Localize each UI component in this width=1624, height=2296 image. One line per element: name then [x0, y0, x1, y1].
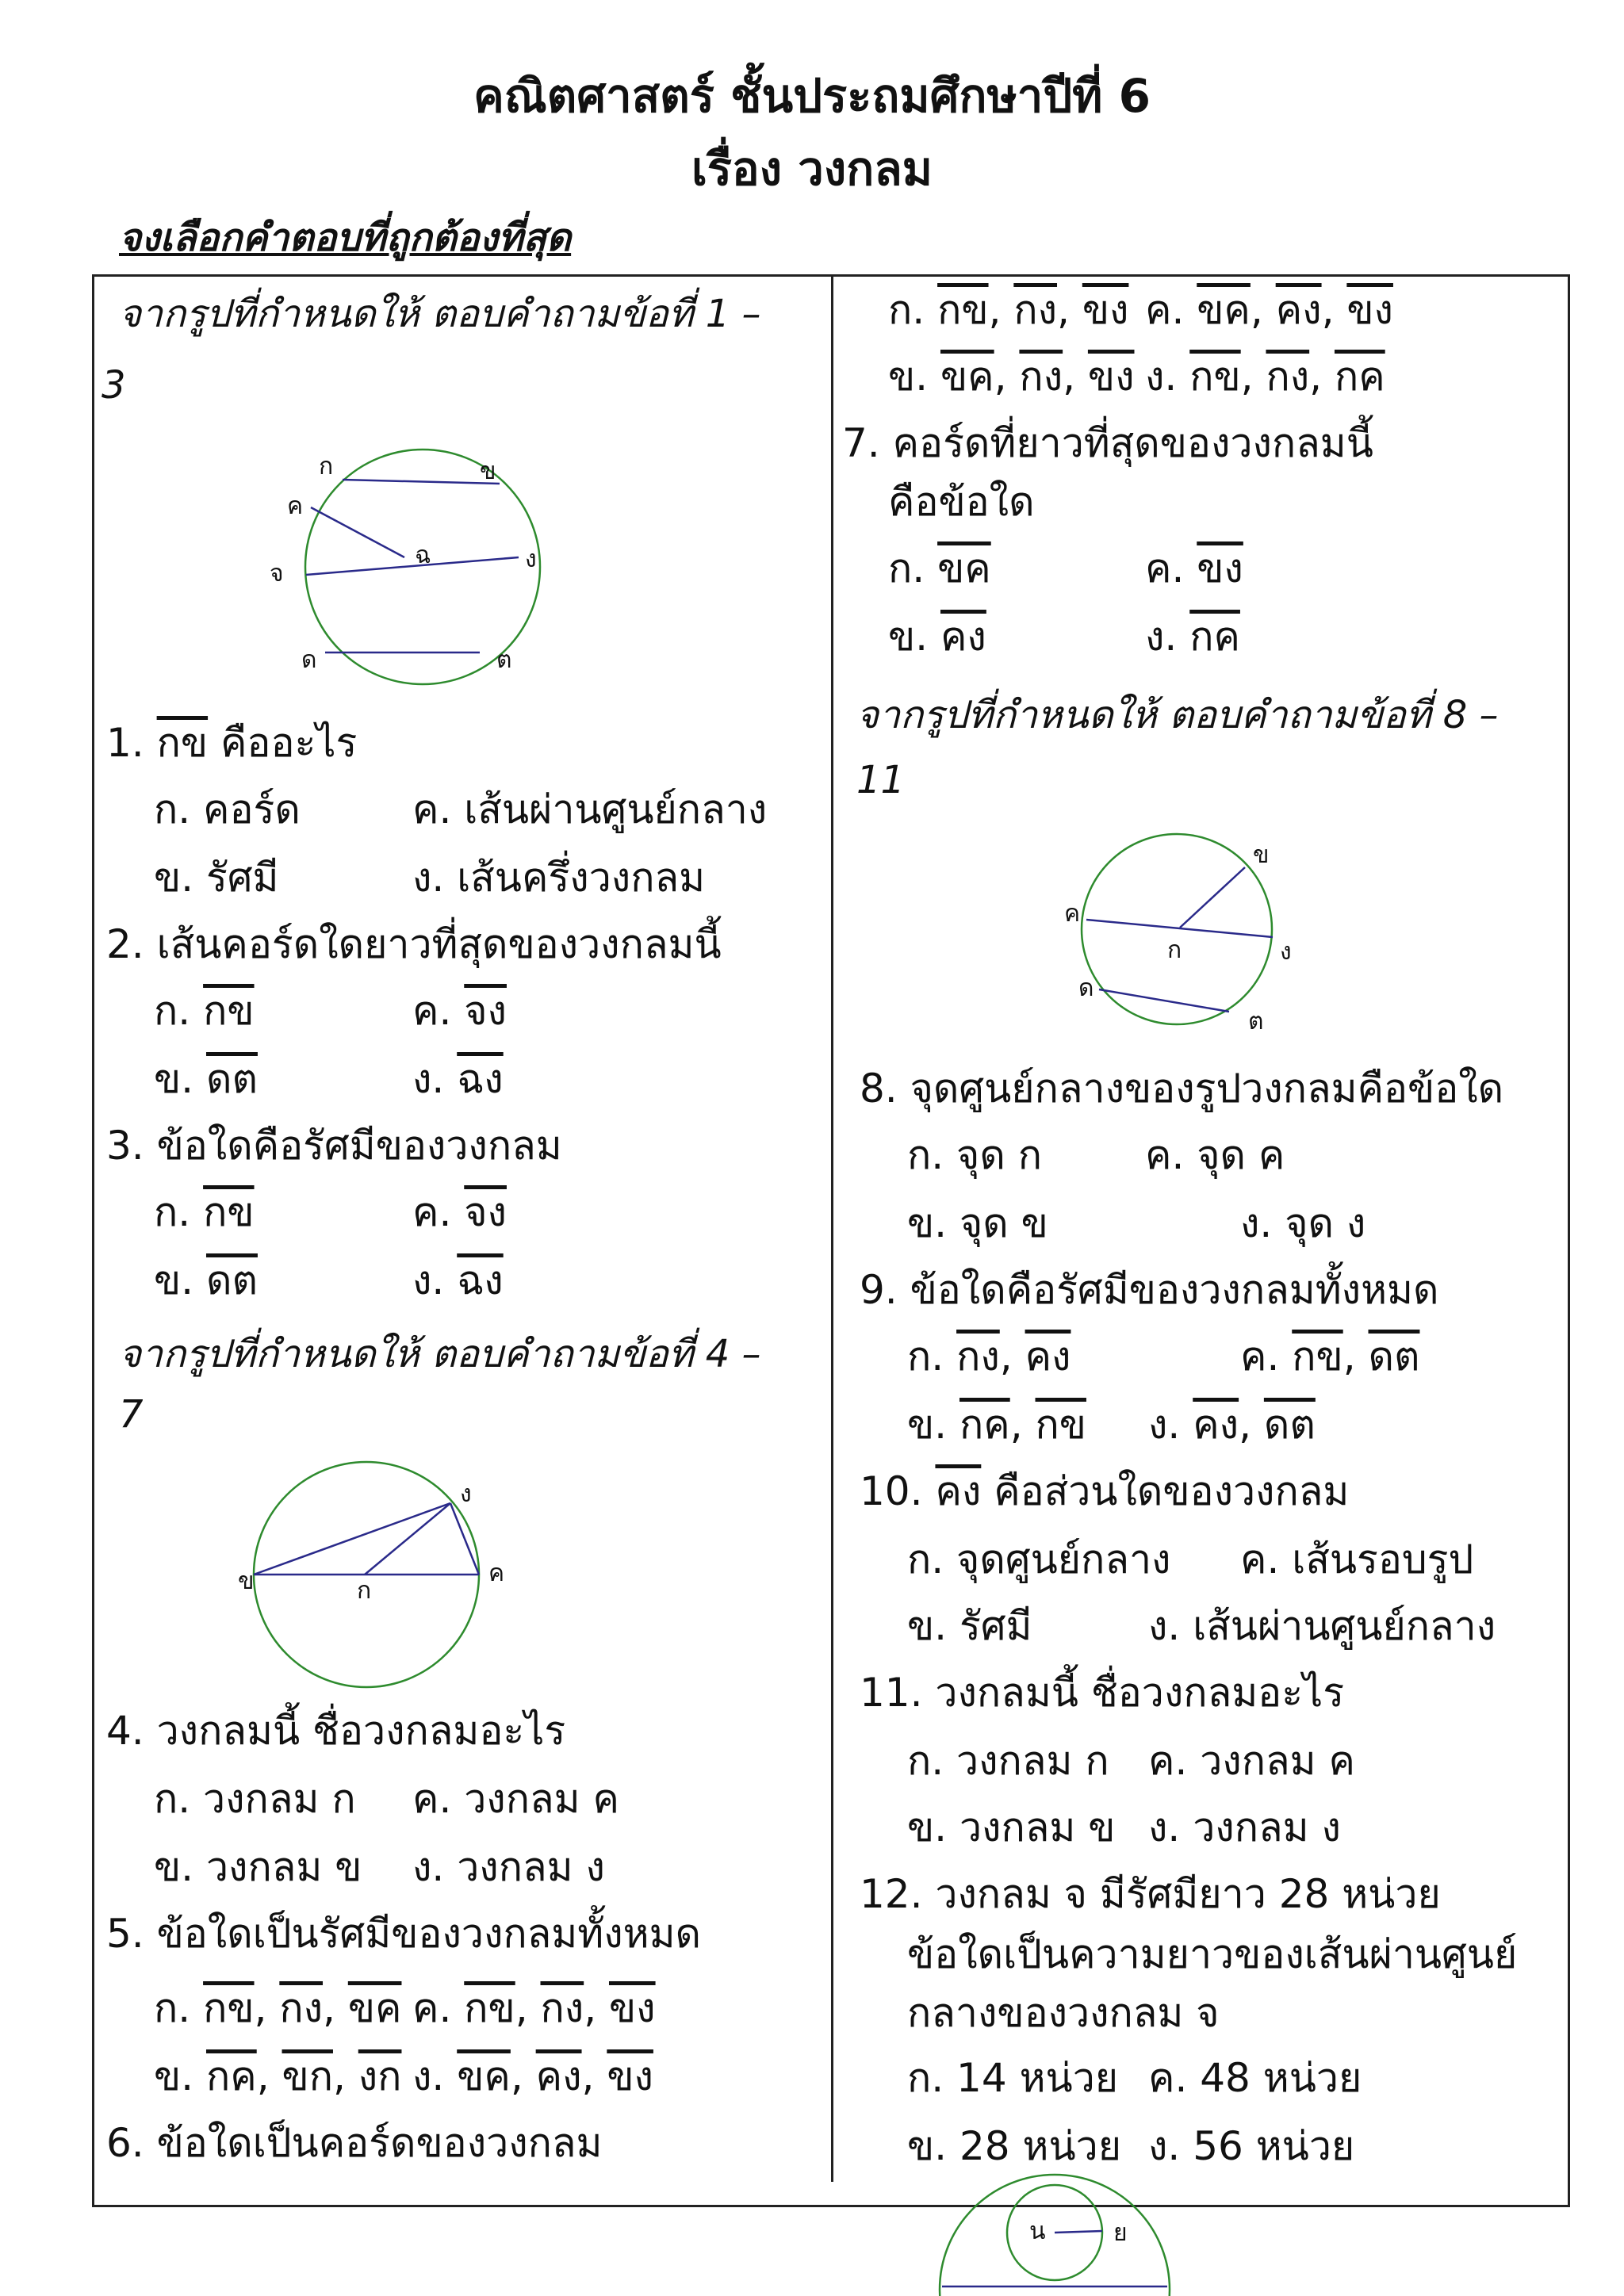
q3-option-a[interactable]: ก. กข [154, 1189, 255, 1235]
question-6: 6. ข้อใดเป็นคอร์ดของวงกลม [106, 2120, 603, 2166]
q4-option-b[interactable]: ข. วงกลม ข [154, 1844, 362, 1890]
q7-option-c[interactable]: ค. ขง [1145, 545, 1243, 591]
q11-option-c[interactable]: ค. วงกลม ค [1148, 1738, 1355, 1784]
question-7-cont: คือข้อใด [888, 479, 1035, 525]
q12-option-d[interactable]: ง. 56 หน่วย [1148, 2123, 1355, 2169]
radius-k-ng [365, 1503, 450, 1575]
q1-option-b[interactable]: ข. รัศมี [154, 855, 279, 901]
q11-option-d[interactable]: ง. วงกลม ง [1148, 1804, 1341, 1850]
question-2: 2. เส้นคอร์ดใดยาวที่สุดของวงกลมนี้ [106, 921, 722, 967]
question-7: 7. คอร์ดที่ยาวที่สุดของวงกลมนี้ [842, 420, 1373, 466]
label-ng-3: ง [1280, 938, 1292, 966]
q9-option-c[interactable]: ค. กข, ดต [1240, 1334, 1420, 1380]
q5-option-c[interactable]: ค. กข, กง, ขง [412, 1985, 656, 2031]
q6-option-a[interactable]: ก. กข, กง, ขง [888, 287, 1129, 333]
label-chh: ฉ [415, 541, 431, 569]
question-9: 9. ข้อใดคือรัศมีของวงกลมทั้งหมด [860, 1267, 1439, 1313]
instruction: จงเลือกคำตอบที่ถูกต้องที่สุด [119, 216, 572, 260]
q11-option-a[interactable]: ก. วงกลม ก [907, 1738, 1109, 1784]
label-kho-3: ค [1064, 900, 1081, 928]
q12-option-a[interactable]: ก. 14 หน่วย [907, 2055, 1119, 2101]
question-4: 4. วงกลมนี้ ชื่อวงกลมอะไร [106, 1708, 566, 1754]
question-12-line3: กลางของวงกลม จ [907, 1990, 1220, 2036]
q6-option-b[interactable]: ข. ขค, กง, ขง [888, 354, 1135, 400]
q1-option-c[interactable]: ค. เส้นผ่านศูนย์กลาง [412, 786, 768, 832]
circle-figure-4 [936, 2171, 1174, 2296]
q1-option-d[interactable]: ง. เส้นครึ่งวงกลม [412, 855, 706, 901]
q1-option-a[interactable]: ก. คอร์ด [154, 786, 301, 832]
question-5: 5. ข้อใดเป็นรัศมีของวงกลมทั้งหมด [106, 1911, 701, 1957]
circle-figure-3 [1055, 832, 1324, 1035]
q8-option-d[interactable]: ง. จุด ง [1240, 1200, 1366, 1246]
q4-option-a[interactable]: ก. วงกลม ก [154, 1776, 356, 1822]
label-kh-3: ข [1253, 841, 1270, 869]
page-subtitle: เรื่อง วงกลม [691, 142, 933, 196]
q10-option-c[interactable]: ค. เส้นรอบรูป [1240, 1536, 1474, 1582]
label-n-4: น [1029, 2218, 1046, 2245]
circle-figure-2 [238, 1454, 523, 1692]
diameter-cho-ng [306, 557, 519, 575]
q5-option-b[interactable]: ข. กค, ขก, งก [154, 2053, 402, 2099]
q12-option-b[interactable]: ข. 28 หน่วย [907, 2123, 1121, 2169]
chord-d-t-3 [1099, 989, 1229, 1012]
q5-option-d[interactable]: ง. ขค, คง, ขง [412, 2053, 653, 2099]
q6-option-d[interactable]: ง. กข, กง, กค [1145, 354, 1385, 400]
circle-4-outer [940, 2175, 1170, 2296]
label-k-3: ก [1167, 936, 1182, 964]
diameter-kho-ng [1086, 920, 1273, 937]
q6-option-c[interactable]: ค. ขค, คง, ขง [1145, 287, 1393, 333]
question-8: 8. จุดศูนย์กลางของรูปวงกลมคือข้อใด [860, 1066, 1504, 1112]
chord-ng-kho [450, 1503, 479, 1575]
circle-figure-1 [270, 452, 555, 690]
q7-option-d[interactable]: ง. กค [1145, 614, 1240, 660]
fig2-intro: จากรูปที่กำหนดให้ ตอบคำถามข้อที่ 4 – [119, 1332, 761, 1376]
question-12-line2: ข้อใดเป็นความยาวของเส้นผ่านศูนย์ [907, 1931, 1518, 1977]
label-t: ต [496, 646, 512, 674]
q12-option-c[interactable]: ค. 48 หน่วย [1148, 2055, 1362, 2101]
label-t-3: ต [1248, 1008, 1264, 1035]
q3-option-d[interactable]: ง. ฉง [412, 1257, 504, 1303]
circle-3-outline [1082, 834, 1272, 1024]
q9-option-a[interactable]: ก. กง, คง [907, 1334, 1071, 1380]
radius-kho-chh [311, 507, 404, 557]
q4-option-d[interactable]: ง. วงกลม ง [412, 1844, 605, 1890]
label-kh: ข [480, 457, 496, 485]
q5-option-a[interactable]: ก. กข, กง, ขค [154, 1985, 402, 2031]
fig3-intro: จากรูปที่กำหนดให้ ตอบคำถามข้อที่ 8 – [856, 693, 1499, 737]
q9-option-d[interactable]: ง. คง, ดต [1148, 1402, 1316, 1448]
q10-option-b[interactable]: ข. รัศมี [907, 1603, 1032, 1649]
question-12: 12. วงกลม จ มีรัศมียาว 28 หน่วย [860, 1871, 1441, 1917]
label-d: ด [301, 646, 317, 674]
radius-n-y [1055, 2231, 1102, 2233]
q2-option-b[interactable]: ข. ดต [154, 1056, 258, 1102]
column-divider [831, 274, 833, 2182]
chord-kh-ng [254, 1503, 450, 1575]
q3-option-c[interactable]: ค. จง [412, 1189, 507, 1235]
q10-option-a[interactable]: ก. จุดศูนย์กลาง [907, 1536, 1171, 1582]
chord-k-kh [343, 480, 500, 484]
q8-option-c[interactable]: ค. จุด ค [1145, 1132, 1285, 1178]
label-ng-2: ง [460, 1480, 472, 1508]
q8-option-b[interactable]: ข. จุด ข [907, 1200, 1048, 1246]
q2-option-a[interactable]: ก. กข [154, 988, 255, 1034]
label-k: ก [319, 453, 334, 480]
q2-option-c[interactable]: ค. จง [412, 988, 507, 1034]
question-3: 3. ข้อใดคือรัศมีของวงกลม [106, 1123, 562, 1169]
label-y-4: ย [1113, 2219, 1128, 2247]
q9-option-b[interactable]: ข. กค, กข [907, 1402, 1086, 1448]
fig3-intro-cont: 11 [856, 758, 906, 802]
radius-k-kh [1180, 867, 1245, 928]
label-kho-2: ค [488, 1559, 505, 1587]
label-kh-2: ข [238, 1567, 255, 1595]
q7-option-a[interactable]: ก. ขค [888, 545, 991, 591]
label-ng: ง [525, 545, 537, 573]
label-d-3: ด [1078, 974, 1094, 1002]
question-11: 11. วงกลมนี้ ชื่อวงกลมอะไร [860, 1670, 1345, 1716]
question-10: 10. คง คือส่วนใดของวงกลม [860, 1468, 1350, 1514]
fig2-intro-cont: 7 [119, 1392, 144, 1437]
fig1-intro-cont: 3 [102, 363, 126, 408]
question-1: 1. กข คืออะไร [106, 720, 358, 766]
q11-option-b[interactable]: ข. วงกลม ข [907, 1804, 1116, 1850]
page-title: คณิตศาสตร์ ชั้นประถมศึกษาปีที่ 6 [473, 69, 1151, 123]
q8-option-a[interactable]: ก. จุด ก [907, 1132, 1042, 1178]
fig1-intro: จากรูปที่กำหนดให้ ตอบคำถามข้อที่ 1 – [119, 292, 761, 336]
label-k-2: ก [357, 1577, 372, 1605]
label-kho: ค [287, 492, 304, 520]
q4-option-c[interactable]: ค. วงกลม ค [412, 1776, 619, 1822]
label-cho: จ [270, 560, 284, 587]
q7-option-b[interactable]: ข. คง [888, 614, 986, 660]
q10-option-d[interactable]: ง. เส้นผ่านศูนย์กลาง [1148, 1603, 1496, 1649]
q3-option-b[interactable]: ข. ดต [154, 1257, 258, 1303]
q2-option-d[interactable]: ง. ฉง [412, 1056, 504, 1102]
